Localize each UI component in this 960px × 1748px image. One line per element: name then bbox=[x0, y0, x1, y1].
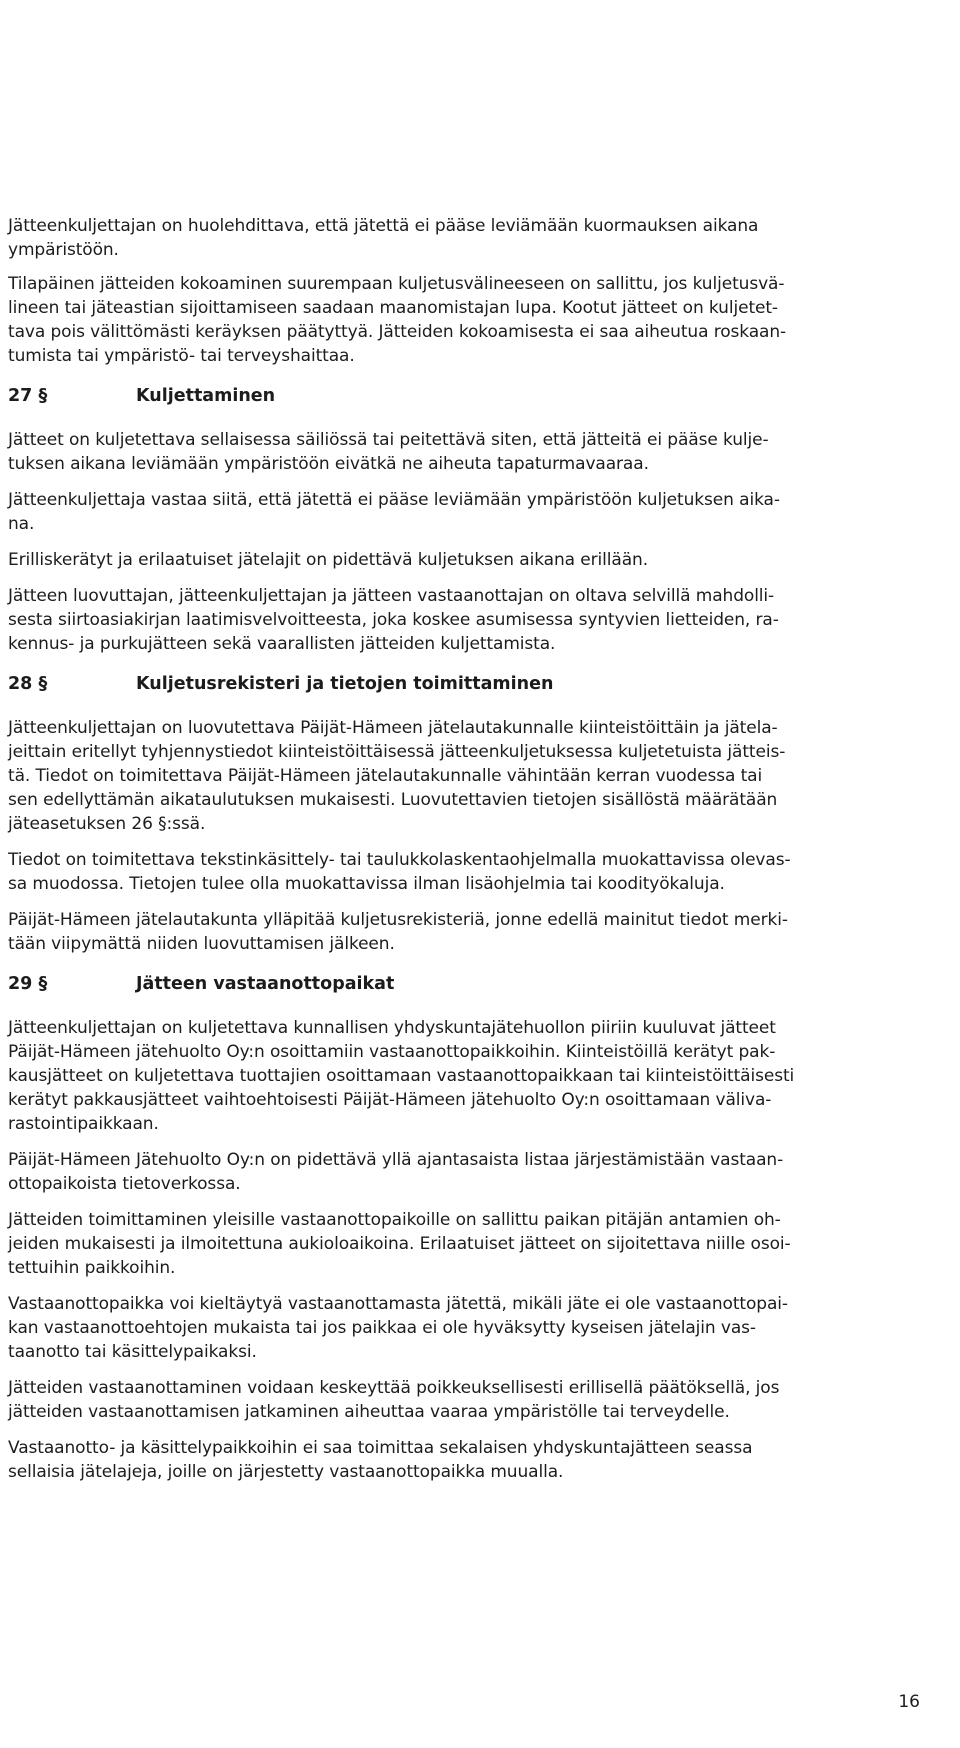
section-title: Jätteen vastaanottopaikat bbox=[136, 974, 395, 994]
section-number: 28 § bbox=[8, 674, 48, 694]
section-heading-29 bbox=[8, 972, 916, 996]
section-heading-27 bbox=[8, 384, 916, 408]
paragraph: Vastaanotto- ja käsittelypaikkoihin ei saa toimittaa sekalaisen yhdyskuntajätteen seassa sellaisia jätelajeja, joille on järjestetty vastaanottopaikka muualla. bbox=[8, 1438, 753, 1482]
paragraph: Jätteenkuljettaja vastaa siitä, että jätettä ei pääse leviämään ympäristöön kuljetuksen aika- na. bbox=[8, 490, 780, 534]
paragraph: Päijät-Hämeen jätelautakunta ylläpitää kuljetusrekisteriä, jonne edellä mainitut tiedot merki- tään viipymättä niiden luovuttamisen jälkeen. bbox=[8, 910, 788, 954]
paragraph: Jätteenkuljettajan on huolehdittava, että jätettä ei pääse leviämään kuormauksen aikana ympäristöön. bbox=[8, 216, 759, 260]
paragraph: Jätteet on kuljetettava sellaisessa säiliössä tai peitettävä siten, että jätteitä ei pääse kulje- tuksen aikana leviämään ympäristöön eivätkä ne aiheuta tapaturmavaaraa. bbox=[8, 430, 769, 474]
paragraph: Tiedot on toimitettava tekstinkäsittely- tai taulukkolaskentaohjelmalla muokattavissa olevas- sa muodossa. Tietojen tulee olla muokattavissa ilman lisäohjelmia tai koodityökaluja. bbox=[8, 850, 791, 894]
paragraph: Vastaanottopaikka voi kieltäytyä vastaanottamasta jätettä, mikäli jäte ei ole vastaanottopai- kan vastaanottoehtojen mukaista tai jos paikkaa ei ole hyväksytty kyseisen jätelajin vas- taanotto tai käsittelypaikaksi. bbox=[8, 1294, 788, 1362]
paragraph: Jätteiden toimittaminen yleisille vastaanottopaikoille on sallittu paikan pitäjän antamien oh- jeiden mukaisesti ja ilmoitettuna aukioloaikoina. Erilaatuiset jätteet on sijoitettava niille osoi- tettuihin paikkoihin. bbox=[8, 1210, 791, 1278]
paragraph: Erilliskerätyt ja erilaatuiset jätelajit on pidettävä kuljetuksen aikana erillään. bbox=[8, 550, 649, 570]
paragraph: Jätteenkuljettajan on luovutettava Päijät-Hämeen jätelautakunnalle kiinteistöittäin ja jätela- jeittain eritellyt tyhjennystiedot kiinteistöittäisessä jätteenkuljetuksessa kuljetetuista jätteis- tä. Tiedot on toimitettava Päijät-Hämeen jätelautakunnalle vähintään kerran vuodessa tai sen edellyttämän aikataulutuksen mukaisesti. Luovutettavien tietojen sisällöstä määrätään jäteasetuksen 26 §:ssä. bbox=[8, 718, 786, 834]
section-title: Kuljettaminen bbox=[136, 386, 276, 406]
section-heading-28 bbox=[8, 672, 916, 696]
paragraph: Jätteenkuljettajan on kuljetettava kunnallisen yhdyskuntajätehuollon piiriin kuuluvat jätteet Päijät-Hämeen jätehuolto Oy:n osoittamiin vastaanottopaikkoihin. Kiinteistöillä kerätyt pak- kausjätteet on kuljetettava tuottajien osoittamaan vastaanottopaikkaan tai kiinteistöittäisesti kerätyt pakkausjätteet vaihtoehtoisesti Päijät-Hämeen jätehuolto Oy:n osoittamaan väliva- rastointipaikkaan. bbox=[8, 1018, 795, 1134]
section-number: 27 § bbox=[8, 386, 48, 406]
section-title: Kuljetusrekisteri ja tietojen toimittaminen bbox=[136, 674, 554, 694]
paragraph: Jätteiden vastaanottaminen voidaan keskeyttää poikkeuksellisesti erillisellä päätöksellä, jos jätteiden vastaanottamisen jatkaminen aiheuttaa vaaraa ympäristölle tai terveydelle. bbox=[8, 1378, 780, 1422]
paragraph: Jätteen luovuttajan, jätteenkuljettajan ja jätteen vastaanottajan on oltava selvillä mahdolli- sesta siirtoasiakirjan laatimisvelvoitteesta, joka koskee asumisessa syntyvien lietteiden, ra- kennus- ja purkujätteen sekä vaarallisten jätteiden kuljettamista. bbox=[8, 586, 779, 654]
section-number: 29 § bbox=[8, 974, 48, 994]
paragraph: Päijät-Hämeen Jätehuolto Oy:n on pidettävä yllä ajantasaista listaa järjestämistään vastaan- ottopaikoista tietoverkossa. bbox=[8, 1150, 784, 1194]
paragraph: Tilapäinen jätteiden kokoaminen suurempaan kuljetusvälineeseen on sallittu, jos kuljetusvä- lineen tai jäteastian sijoittamiseen saadaan maanomistajan lupa. Kootut jätteet on kuljetet- tava pois välittömästi keräyksen päätyttyä. Jätteiden kokoamisesta ei saa aiheutua roskaan- tumista tai ympäristö- tai terveyshaittaa. bbox=[8, 274, 787, 366]
page-number: 16 bbox=[898, 1692, 920, 1712]
document-page bbox=[8, 214, 916, 1496]
